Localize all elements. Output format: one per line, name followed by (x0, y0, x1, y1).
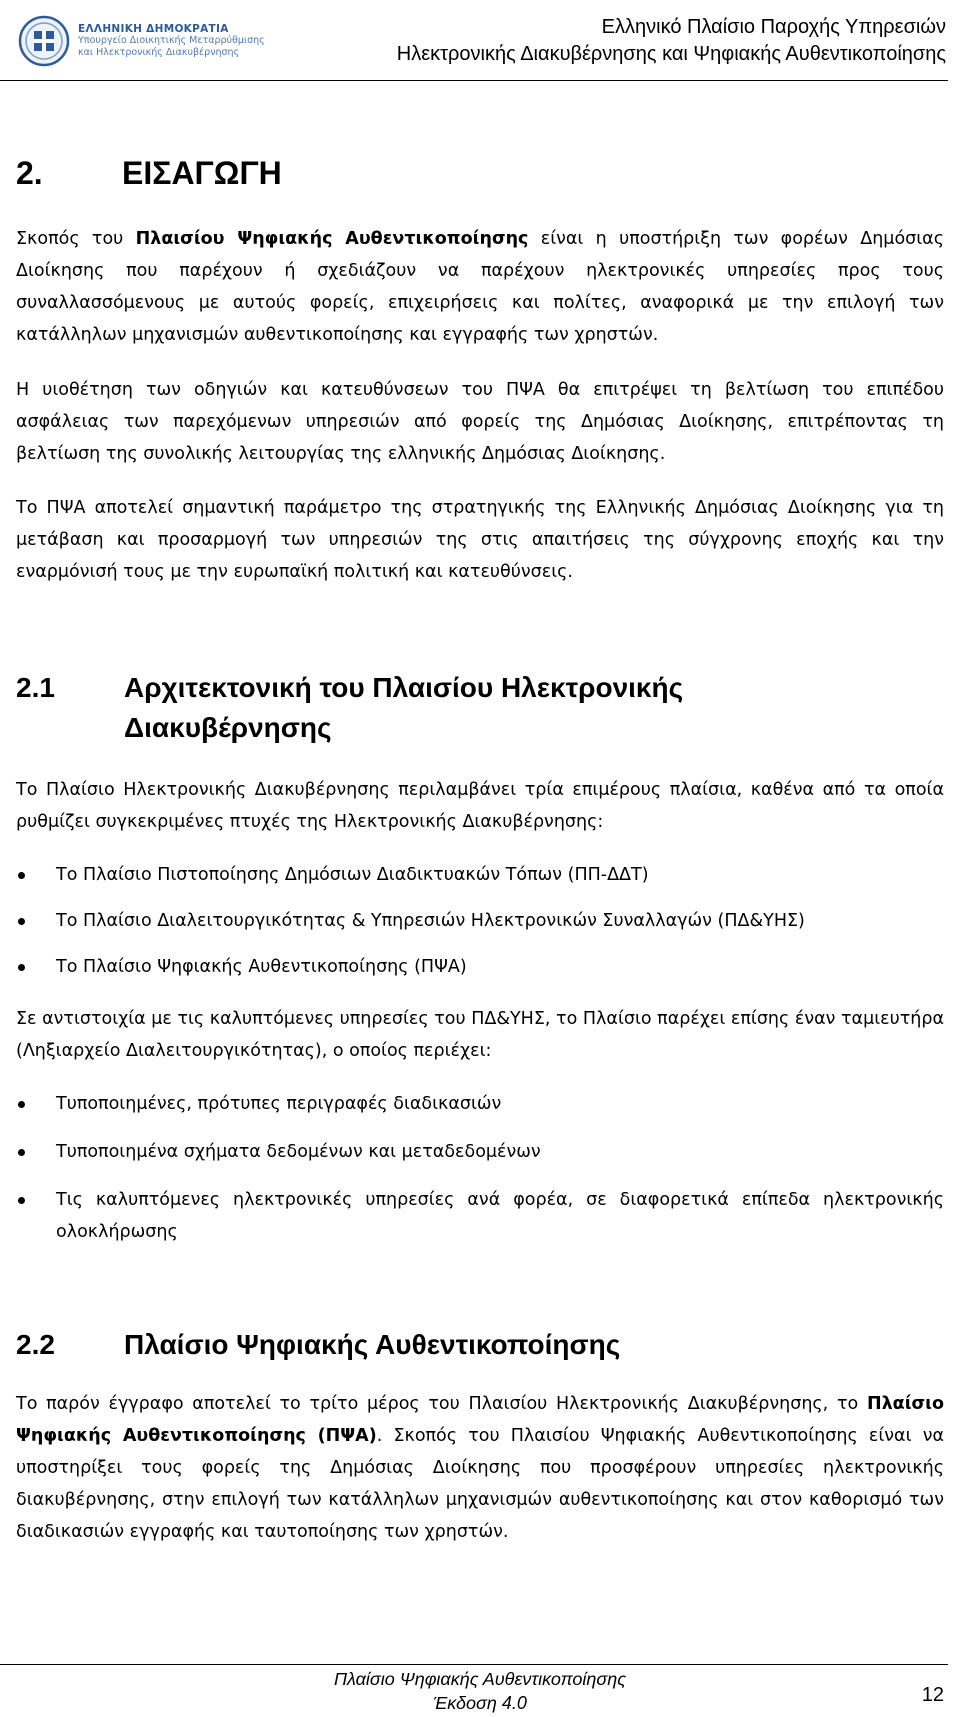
ministry-logo (18, 10, 273, 72)
p-text-b: . Σκοπός του Πλαισίου Ψηφιακής Αυθεντικοποίησης είναι να υποστηρίξει τους φορείς της Δημόσιας Διοίκησης που προσφέρουν υπηρεσίες ηλεκτρονικής διακυβέρνησης, στην επιλογή των κατάλληλων μηχανισμών αυθεντικοποίησης και στον καθορισμό των διαδικασιών εγγραφής και ταυτοποίησης των χρηστών. (16, 1426, 945, 1542)
greek-emblem-icon (18, 15, 70, 67)
section-2-1-intro: Το Πλαίσιο Ηλεκτρονικής Διακυβέρνησης περιλαμβάνει τρία επιμέρους πλαίσια, καθένα από τα οποία ρυθμίζει συγκεκριμένες πτυχές της Ηλεκτρονικής Διακυβέρνησης: (16, 780, 944, 832)
header-title-line2: Ηλεκτρονικής Διακυβέρνησης και Ψηφιακής Αυθεντικοποίησης (396, 43, 946, 65)
footer-title: Πλαίσιο Ψηφιακής Αυθεντικοποίησης (333, 1669, 627, 1689)
section-2-1-number: 2.1 (16, 672, 55, 703)
p-bold-term: Πλαίσιο Ψηφιακής Αυθεντικοποίησης (ΠΨΑ) (16, 1394, 944, 1446)
section-2-1-heading (16, 668, 764, 748)
section-2-1-middle: Σε αντιστοιχία με τις καλυπτόμενες υπηρεσίες του ΠΔ&ΥΗΣ, το Πλαίσιο παρέχει επίσης έναν ταμιευτήρα (Ληξιαρχείο Διαλειτουργικότητας), ο οποίος περιέχει: (16, 1009, 944, 1061)
bullet-icon (18, 918, 25, 925)
list-item-text: Τυποποιημένα σχήματα δεδομένων και μεταδεδομένων (56, 1142, 541, 1162)
footer-divider (0, 1664, 948, 1665)
p1-text-b: είναι η υποστήριξη των φορέων Δημόσιας Διοίκησης που παρέχουν ή σχεδιάζουν να παρέχουν ηλεκτρονικές υπηρεσίες προς τους συναλλασσόμενους με αυτούς φορείς, επιχειρήσεις και πολίτες, αναφορικά με την επιλογή των κατάλληλων μηχανισμών αυθεντικοποίησης και εγγραφής των χρηστών. (16, 229, 944, 345)
list-item-text: Τυποποιημένες, πρότυπες περιγραφές διαδικασιών (56, 1094, 502, 1114)
page-header (0, 0, 960, 82)
header-title (397, 14, 946, 68)
logo-line3: και Ηλεκτρονικής Διακυβέρνησης (78, 47, 240, 58)
list-item-text: Το Πλαίσιο Διαλειτουργικότητας & Υπηρεσιών Ηλεκτρονικών Συναλλαγών (ΠΔ&ΥΗΣ) (56, 911, 805, 931)
section-2-title: ΕΙΣΑΓΩΓΗ (122, 155, 282, 191)
bullet-icon (18, 1149, 25, 1156)
p-text-a: Το παρόν έγγραφο αποτελεί το τρίτο μέρος του Πλαισίου Ηλεκτρονικής Διακυβέρνησης, το (16, 1394, 859, 1414)
page-number: 12 (921, 1684, 944, 1706)
list-item (16, 1088, 944, 1120)
bullet-icon (18, 1197, 25, 1204)
section-2-paragraph-3: Το ΠΨΑ αποτελεί σημαντική παράμετρο της στρατηγικής της Ελληνικής Δημόσιας Διοίκησης για τη μετάβαση και προσαρμογή των υπηρεσιών της στις απαιτήσεις της σύγχρονης εποχής και την εναρμόνισή τους με την ευρωπαϊκή πολιτική και κατευθύνσεις. (16, 498, 944, 582)
section-2-1-title: Αρχιτεκτονική του Πλαισίου Ηλεκτρονικής Διακυβέρνησης (124, 672, 684, 743)
logo-line1: ΕΛΛΗΝΙΚΗ ΔΗΜΟΚΡΑΤΙΑ (78, 23, 229, 35)
p1-bold-term: Πλαισίου Ψηφιακής Αυθεντικοποίησης (135, 229, 529, 249)
section-2-number: 2. (16, 155, 43, 191)
list-item-text: Το Πλαίσιο Ψηφιακής Αυθεντικοποίησης (ΠΨΑ) (56, 957, 467, 977)
list-item (16, 1136, 944, 1168)
bullet-icon (18, 872, 25, 879)
list-item (16, 859, 944, 891)
section-2-2-number: 2.2 (16, 1329, 55, 1360)
list-item (16, 905, 944, 937)
bullet-icon (18, 964, 25, 971)
section-2-paragraph-2: Η υιοθέτηση των οδηγιών και κατευθύνσεων του ΠΨΑ θα επιτρέψει τη βελτίωση του επιπέδου ασφάλειας των παρεχόμενων υπηρεσιών από φορείς της Δημόσιας Διοίκησης, επιτρέποντας τη βελτίωση της συνολικής λειτουργίας της ελληνικής Δημόσιας Διοίκησης. (16, 380, 944, 464)
header-title-line1: Ελληνικό Πλαίσιο Παροχής Υπηρεσιών (601, 16, 946, 38)
frameworks-list (16, 859, 944, 983)
list-item-text: Το Πλαίσιο Πιστοποίησης Δημόσιων Διαδικτυακών Τόπων (ΠΠ-ΔΔΤ) (56, 865, 649, 885)
list-item-text: Τις καλυπτόμενες ηλεκτρονικές υπηρεσίες ανά φορέα, σε διαφορετικά επίπεδα ηλεκτρονικής ολοκλήρωσης (56, 1190, 944, 1242)
section-2-2-heading (16, 1325, 764, 1365)
logo-line2: Υπουργείο Διοικητικής Μεταρρύθμισης (78, 35, 265, 46)
bullet-icon (18, 1101, 25, 1108)
list-item (16, 1184, 944, 1248)
list-item (16, 951, 944, 983)
section-2-2-paragraph (16, 1388, 944, 1548)
repository-contents-list (16, 1088, 944, 1248)
header-divider (0, 80, 948, 81)
p1-text-a: Σκοπός του (16, 229, 124, 249)
page-footer (0, 1667, 960, 1715)
section-2-paragraph-1 (16, 223, 944, 351)
section-2-heading (16, 155, 282, 192)
section-2-2-title: Πλαίσιο Ψηφιακής Αυθεντικοποίησης (124, 1329, 621, 1360)
footer-version: Έκδοση 4.0 (433, 1693, 527, 1713)
